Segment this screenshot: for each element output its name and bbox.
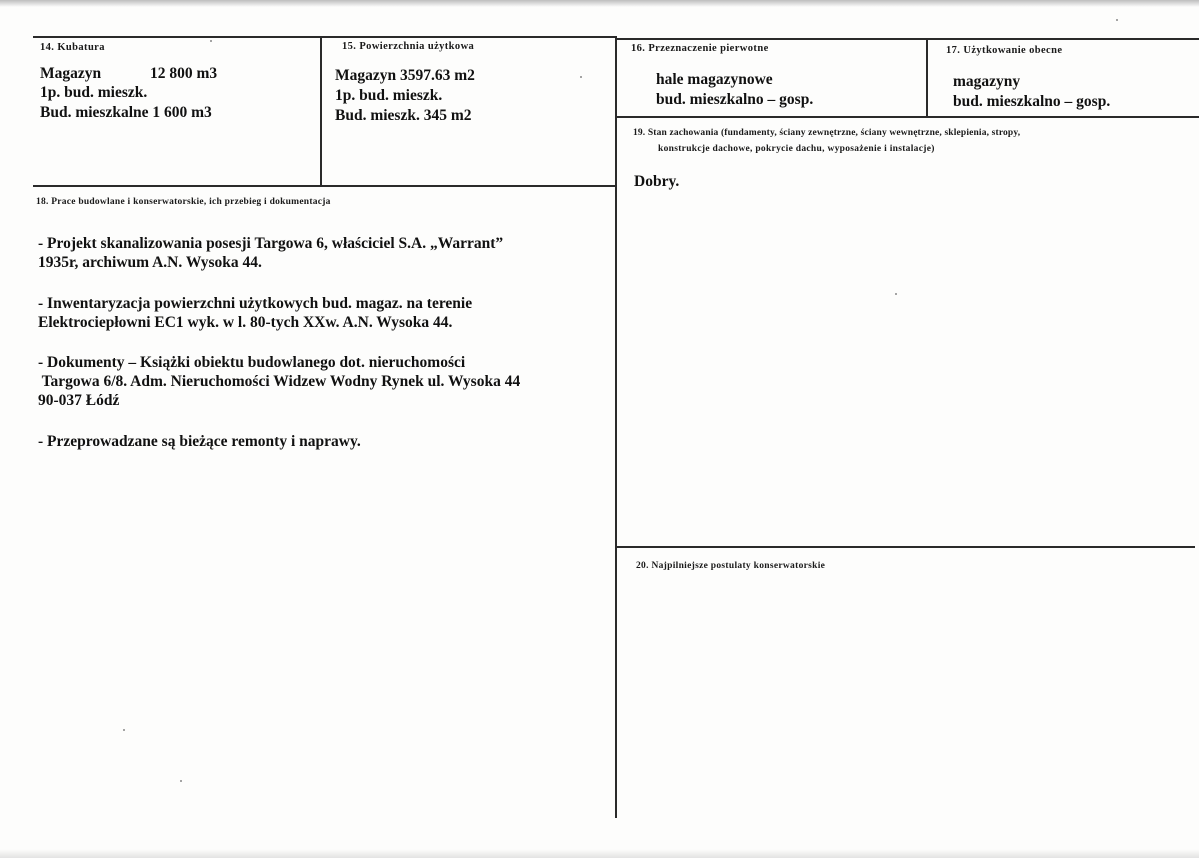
field-15-row1: Magazyn 3597.63 m2 (335, 67, 475, 84)
field-14-row2: 1p. bud. mieszk. (40, 84, 148, 101)
field-20-label: 20. Najpilniejsze postulaty konserwatorskie (636, 561, 826, 571)
field-19-value: Dobry. (634, 173, 680, 190)
rule-col-main (615, 36, 617, 818)
scan-edge-top (0, 0, 1199, 7)
scan-speck (210, 40, 212, 42)
field-16-row1: hale magazynowe (656, 71, 773, 88)
field-14-row1-name: Magazyn (40, 65, 102, 82)
field-15-label: 15. Powierzchnia użytkowa (342, 41, 475, 52)
field-18-item-3-line-1: - Dokumenty – Książki obiektu budowlanego dot. nieruchomości (38, 354, 466, 371)
field-16-label: 16. Przeznaczenie pierwotne (631, 43, 769, 54)
field-18-item-2 (38, 294, 472, 332)
field-18-item-2-line-2: Elektrociepłowni EC1 wyk. w l. 80-tych XXw. A.N. Wysoka 44. (38, 314, 453, 331)
field-17-row1: magazyny (953, 73, 1021, 90)
scan-speck (123, 729, 125, 731)
field-19-label-line2: konstrukcje dachowe, pokrycie dachu, wyposażenie i instalacje) (658, 144, 935, 154)
rule-col-14-15 (320, 36, 322, 185)
field-15-row2: 1p. bud. mieszk. (335, 87, 443, 104)
scan-speck (895, 293, 897, 295)
field-17-row2: bud. mieszkalno – gosp. (953, 93, 1111, 110)
field-18-item-3-line-2: Targowa 6/8. Adm. Nieruchomości Widzew Wodny Rynek ul. Wysoka 44 (38, 373, 521, 390)
field-18-label: 18. Prace budowlane i konserwatorskie, ich przebieg i dokumentacja (36, 197, 331, 207)
field-18-item-1-line-1: - Projekt skanalizowania posesji Targowa 6, właściciel S.A. „Warrant” (38, 235, 504, 252)
rule-col-16-17 (926, 38, 928, 116)
field-14-label: 14. Kubatura (40, 42, 105, 53)
scan-speck (1116, 19, 1118, 21)
field-14-row1-value: 12 800 m3 (150, 65, 218, 82)
rule-row-19-20 (617, 546, 1195, 548)
field-18-item-4 (38, 432, 361, 451)
scan-speck (580, 76, 582, 78)
field-15-row3: Bud. mieszk. 345 m2 (335, 107, 472, 124)
field-18-item-3 (38, 353, 520, 410)
field-19-label-line1: 19. Stan zachowania (fundamenty, ściany zewnętrzne, ściany wewnętrzne, sklepienia, stropy, (633, 128, 1021, 138)
scan-speck (180, 780, 182, 782)
scan-edge-bottom (0, 849, 1199, 858)
rule-top-right (617, 38, 1199, 40)
rule-row-16-19 (617, 116, 1199, 118)
field-18-item-2-line-1: - Inwentaryzacja powierzchni użytkowych bud. magaz. na terenie (38, 295, 473, 312)
field-18-item-3-line-3: 90-037 Łódź (38, 392, 120, 409)
field-17-label: 17. Użytkowanie obecne (946, 45, 1063, 56)
field-14-row3: Bud. mieszkalne 1 600 m3 (40, 104, 212, 121)
rule-top-left (33, 36, 615, 38)
rule-row-14-18 (33, 185, 617, 187)
field-18-item-1 (38, 234, 503, 272)
field-16-row2: bud. mieszkalno – gosp. (656, 91, 814, 108)
field-18-item-1-line-2: 1935r, archiwum A.N. Wysoka 44. (38, 254, 262, 271)
field-18-item-4-line-1: - Przeprowadzane są bieżące remonty i naprawy. (38, 433, 361, 450)
